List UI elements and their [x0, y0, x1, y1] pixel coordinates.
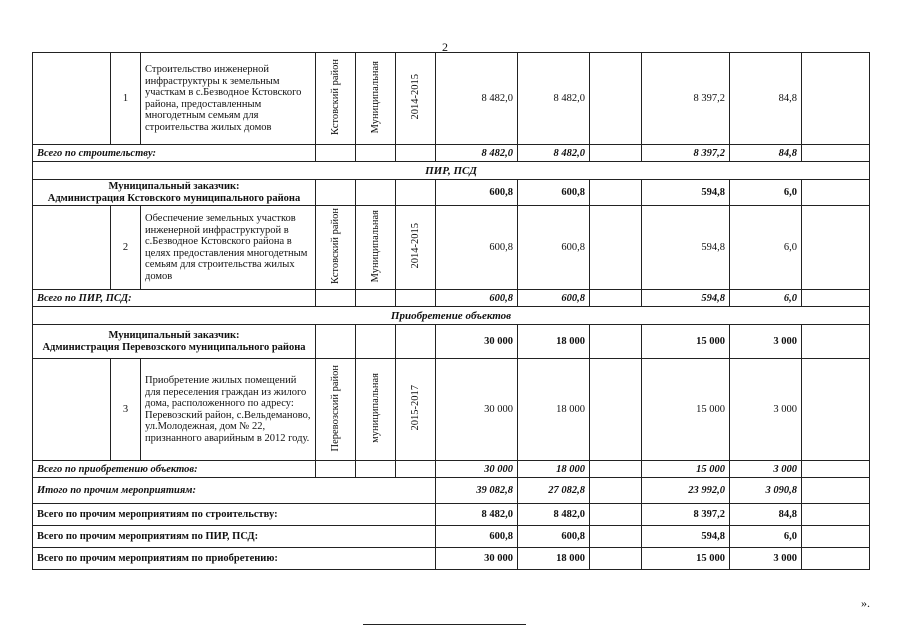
- value-4: 6,0: [730, 180, 802, 206]
- value-1: 30 000: [436, 359, 518, 461]
- section-title: Приобретение объектов: [33, 307, 870, 325]
- value-2: 27 082,8: [518, 478, 590, 504]
- value-2: 8 482,0: [518, 145, 590, 162]
- table-row-item-1: [33, 53, 870, 145]
- total-pir-row: [33, 290, 870, 307]
- value-4: 84,8: [730, 145, 802, 162]
- value-2: 18 000: [518, 359, 590, 461]
- value-3: 8 397,2: [642, 53, 730, 145]
- period-label: 2015-2017: [409, 385, 421, 431]
- value-3: 15 000: [642, 461, 730, 478]
- summary-acquisition-row: [33, 548, 870, 570]
- value-1: 39 082,8: [436, 478, 518, 504]
- value-4: 6,0: [730, 290, 802, 307]
- row-number: 1: [111, 53, 141, 145]
- value-2: 18 000: [518, 461, 590, 478]
- summary-label: Всего по прочим мероприятиям по строительству:: [33, 504, 436, 526]
- total-label: Всего по приобретению объектов:: [33, 461, 316, 478]
- customer-name: Администрация Кстовского муниципального района: [47, 192, 301, 204]
- customer-label: [33, 180, 316, 206]
- value-2: 8 482,0: [518, 53, 590, 145]
- ownership-label: муниципальная: [369, 373, 381, 443]
- value-4: 3 000: [730, 548, 802, 570]
- table-row-item-2: [33, 206, 870, 290]
- object-name: Строительство инженерной инфраструктуры к земельным участкам в с.Безводное Кстовского района, предоставленным многодетным семьям для строительства жилых домов: [141, 53, 316, 145]
- value-4: 84,8: [730, 53, 802, 145]
- customer-row-perevoz: [33, 325, 870, 359]
- value-1: 600,8: [436, 180, 518, 206]
- value-1: 30 000: [436, 325, 518, 359]
- ownership-label: Муниципальная: [369, 209, 381, 283]
- district-label: Кстовский район: [329, 207, 341, 285]
- customer-name: Администрация Перевозского муниципального района: [42, 341, 306, 353]
- value-3: 15 000: [642, 548, 730, 570]
- closing-quote-mark: ».: [861, 596, 870, 610]
- customer-title: Муниципальный заказчик:: [108, 181, 240, 192]
- object-name: Приобретение жилых помещений для переселения граждан из жилого дома, расположенного по адресу: Перевозский район, с.Вельдеманово, ул.Молодежная, дом № 22, признанного аварийным в 2012 году.: [141, 359, 316, 461]
- ownership-label: Муниципальная: [369, 60, 381, 134]
- value-3: 15 000: [642, 325, 730, 359]
- value-1: 600,8: [436, 206, 518, 290]
- district-label: Кстовский район: [329, 58, 341, 136]
- row-number: 2: [111, 206, 141, 290]
- value-4: 84,8: [730, 504, 802, 526]
- summary-label: Всего по прочим мероприятиям по приобретению:: [33, 548, 436, 570]
- value-2: 600,8: [518, 206, 590, 290]
- value-4: 3 000: [730, 461, 802, 478]
- total-label: Всего по ПИР, ПСД:: [33, 290, 316, 307]
- summary-construction-row: [33, 504, 870, 526]
- value-4: 6,0: [730, 206, 802, 290]
- value-1: 30 000: [436, 461, 518, 478]
- district-label: Перевозский район: [329, 364, 341, 452]
- value-3: 594,8: [642, 180, 730, 206]
- total-construction-row: [33, 145, 870, 162]
- value-1: 600,8: [436, 290, 518, 307]
- period-label: 2014-2015: [409, 74, 421, 120]
- period-label: 2014-2015: [409, 223, 421, 269]
- page-number: 2: [442, 40, 448, 54]
- customer-title: Муниципальный заказчик:: [108, 330, 240, 341]
- value-3: 23 992,0: [642, 478, 730, 504]
- value-3: 8 397,2: [642, 504, 730, 526]
- section-header-acquisition: [33, 307, 870, 325]
- value-1: 8 482,0: [436, 145, 518, 162]
- value-3: 594,8: [642, 526, 730, 548]
- total-label: Итого по прочим мероприятиям:: [33, 478, 436, 504]
- value-1: 30 000: [436, 548, 518, 570]
- grand-total-row: [33, 478, 870, 504]
- value-2: 600,8: [518, 290, 590, 307]
- value-3: 15 000: [642, 359, 730, 461]
- value-1: 8 482,0: [436, 504, 518, 526]
- row-number: 3: [111, 359, 141, 461]
- value-1: 8 482,0: [436, 53, 518, 145]
- value-2: 600,8: [518, 526, 590, 548]
- total-label: Всего по строительству:: [33, 145, 316, 162]
- object-name: Обеспечение земельных участков инженерной инфраструктурой в с.Безводное Кстовского района в целях предоставления многодетным семьям для строительства жилых домов: [141, 206, 316, 290]
- summary-label: Всего по прочим мероприятиям по ПИР, ПСД:: [33, 526, 436, 548]
- value-4: 3 000: [730, 325, 802, 359]
- value-3: 594,8: [642, 290, 730, 307]
- value-2: 18 000: [518, 325, 590, 359]
- program-table: [32, 52, 870, 570]
- section-title: ПИР, ПСД: [33, 162, 870, 180]
- summary-pir-row: [33, 526, 870, 548]
- value-4: 3 090,8: [730, 478, 802, 504]
- value-4: 3 000: [730, 359, 802, 461]
- footer-divider: [363, 624, 526, 625]
- total-acquisition-row: [33, 461, 870, 478]
- value-2: 600,8: [518, 180, 590, 206]
- value-2: 8 482,0: [518, 504, 590, 526]
- table-row-item-3: [33, 359, 870, 461]
- customer-row-kstovo: [33, 180, 870, 206]
- customer-label: [33, 325, 316, 359]
- section-header-pir: [33, 162, 870, 180]
- value-2: 18 000: [518, 548, 590, 570]
- value-4: 6,0: [730, 526, 802, 548]
- value-3: 8 397,2: [642, 145, 730, 162]
- value-3: 594,8: [642, 206, 730, 290]
- value-1: 600,8: [436, 526, 518, 548]
